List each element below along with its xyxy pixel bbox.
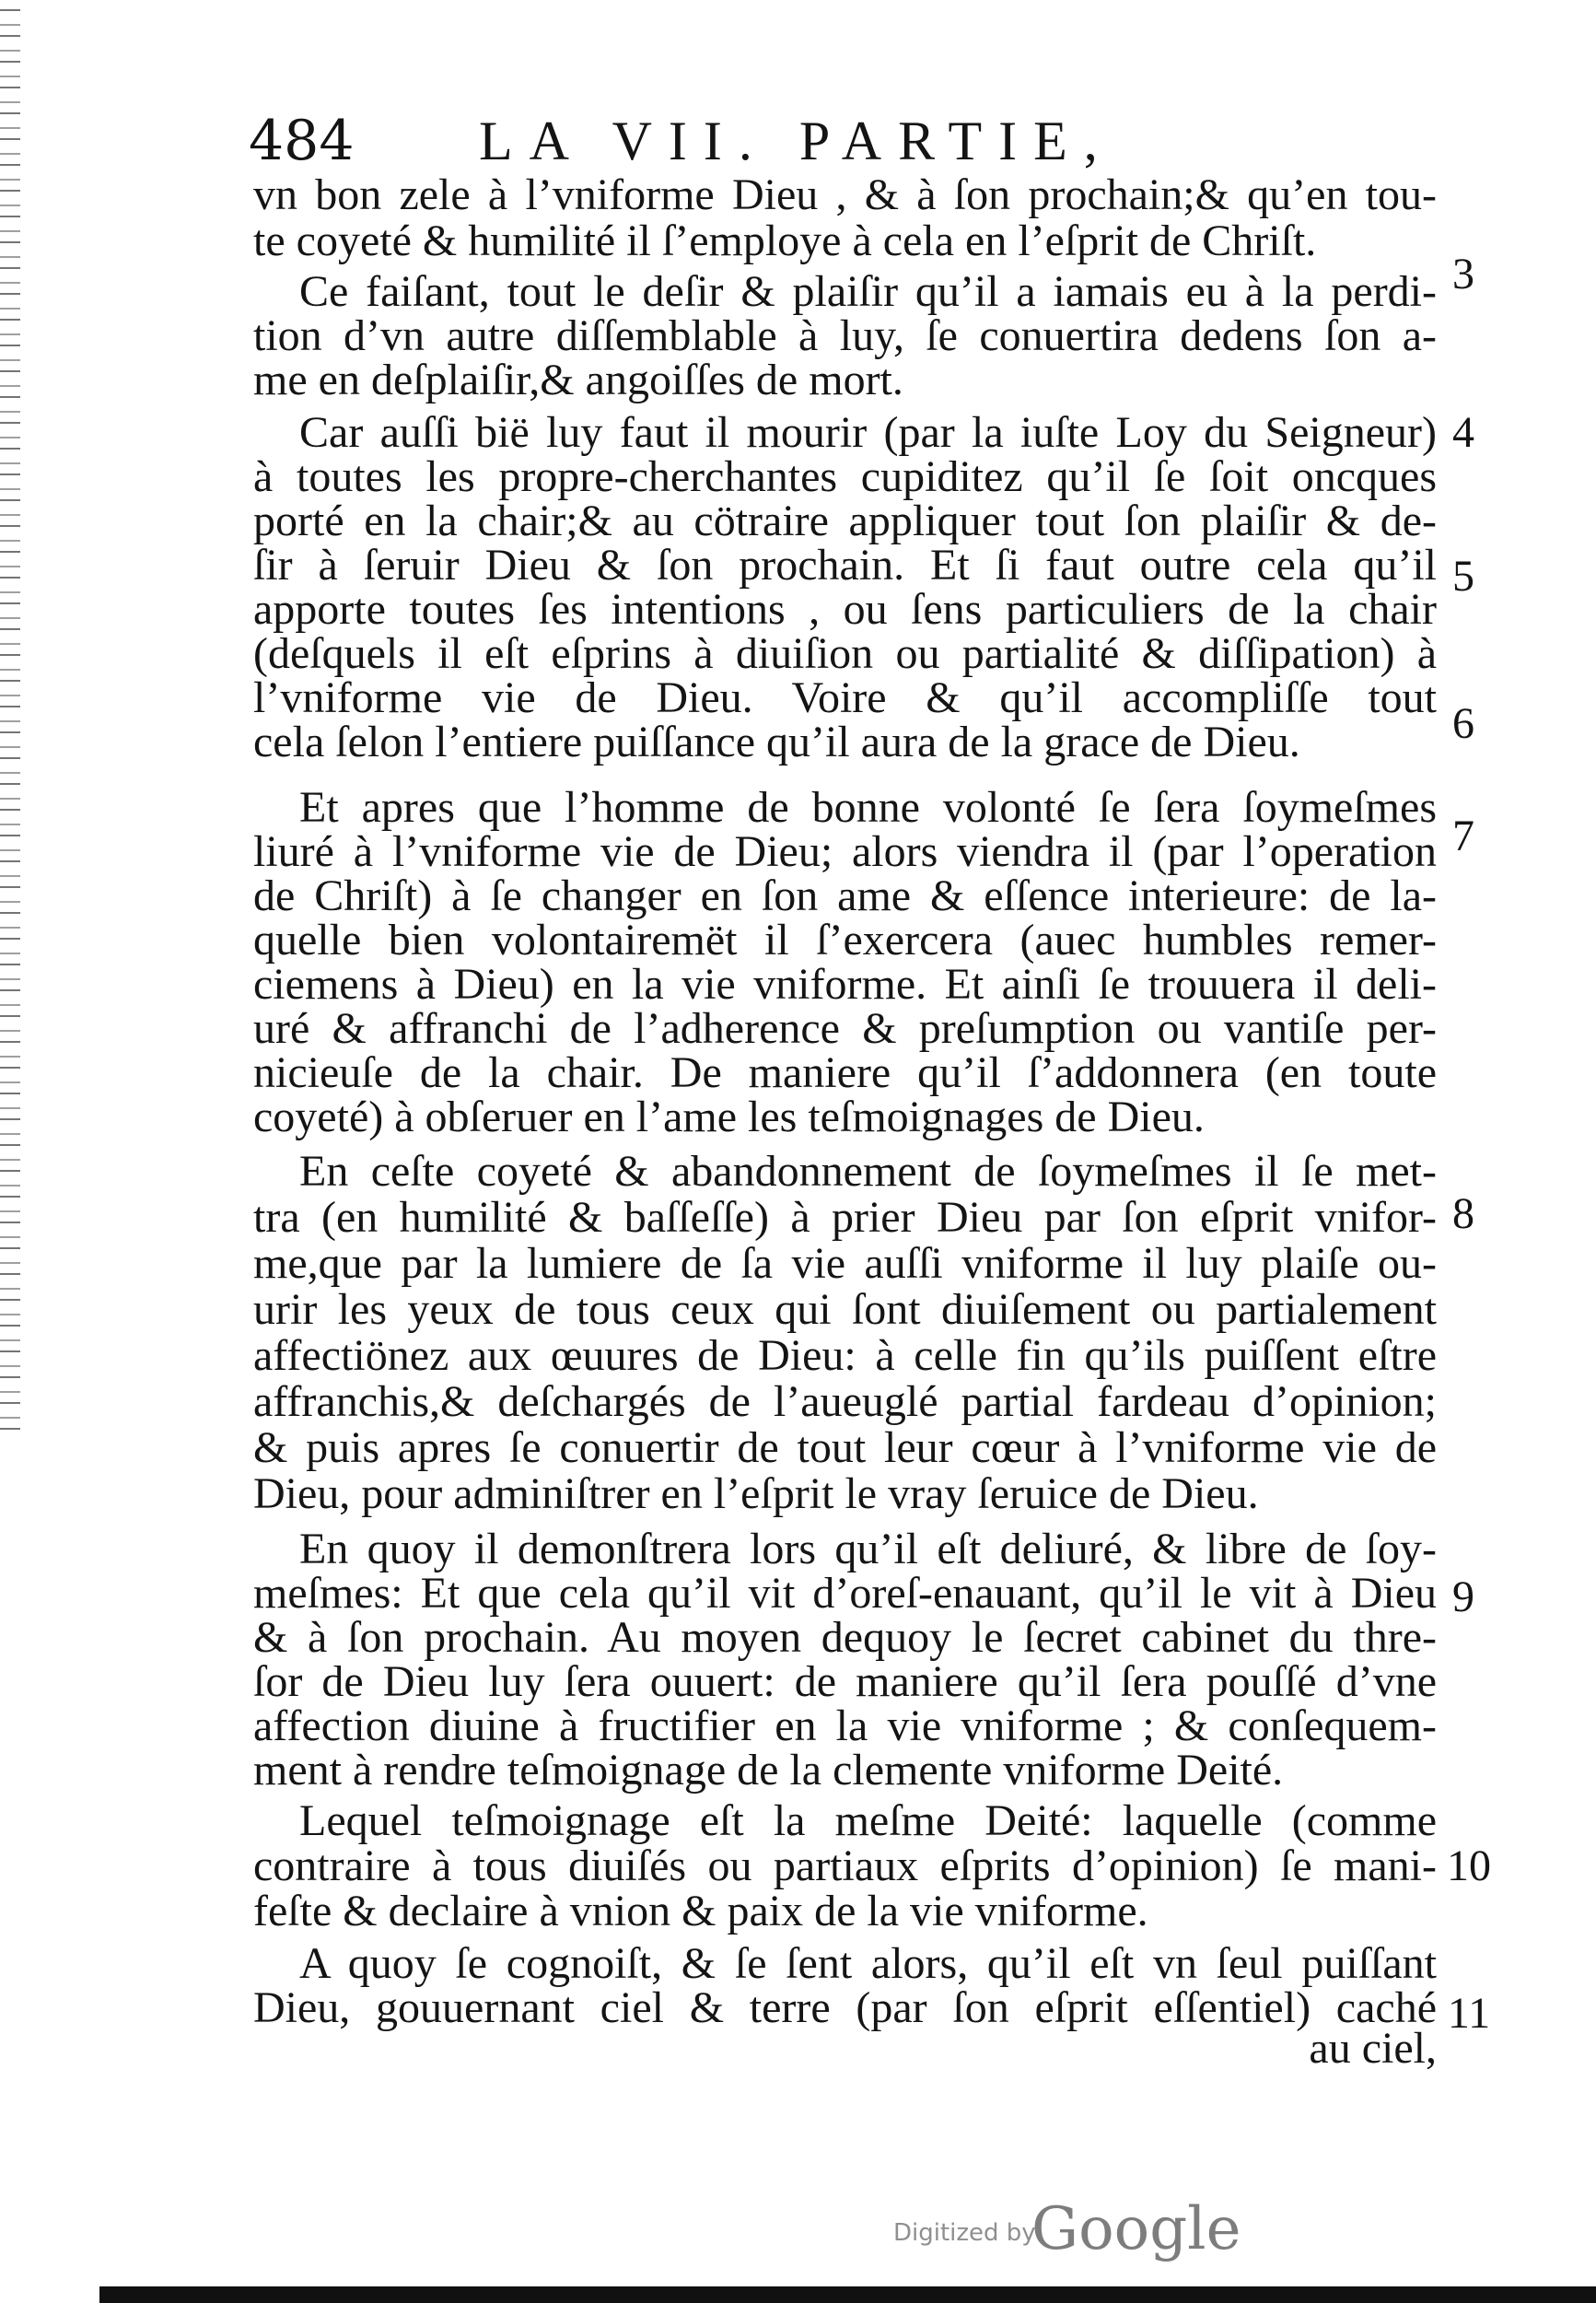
text-line: ciemens à Dieu) en la vie vniforme. Et ainſi ſe trouuera il deli-: [253, 960, 1437, 1009]
text-line: quelle bien volontairemët il ſ’exercera (auec humbles remer-: [253, 916, 1437, 964]
text-line: me,que par la lumiere de ſa vie auſſi vniforme il luy plaiſe ou-: [253, 1239, 1437, 1288]
text-line: Lequel teſmoignage eſt la meſme Deité: laquelle (comme: [299, 1796, 1437, 1845]
text-line: ſir à ſeruir Dieu & ſon prochain. Et ſi faut outre cela qu’il: [253, 541, 1437, 590]
body-text: [253, 170, 1437, 2073]
margin-verse-number: 10: [1447, 1841, 1491, 1890]
margin-verse-number: 9: [1452, 1572, 1474, 1621]
digitized-by-google-watermark: [893, 2192, 1280, 2266]
page-header: [249, 109, 1446, 173]
text-line: l’vniforme vie de Dieu. Voire & qu’il accompliſſe tout: [253, 673, 1437, 722]
text-line: feſte & declaire à vnion & paix de la vie vniforme.: [253, 1887, 1148, 1935]
text-line: uré & affranchi de l’adherence & preſumption ou vantiſe per-: [253, 1004, 1437, 1053]
margin-verse-number: 7: [1452, 812, 1474, 860]
text-line: à toutes les propre-cherchantes cupiditez qu’il ſe ſoit oncques: [253, 452, 1437, 501]
margin-verse-number: 5: [1452, 552, 1474, 601]
text-line: ment à rendre teſmoignage de la clemente vniforme Deité.: [253, 1746, 1284, 1794]
text-line: de Chriſt) à ſe changer en ſon ame & eſſence interieure: de la-: [253, 871, 1437, 920]
text-line: Car auſſi bië luy faut il mourir (par la iuſte Loy du Seigneur): [299, 408, 1437, 457]
text-line: Ce faiſant, tout le deſir & plaiſir qu’il a iamais eu à la perdi-: [299, 267, 1437, 316]
margin-verse-number: 3: [1452, 250, 1474, 298]
text-line: urir les yeux de tous ceux qui ſont diuiſement ou partialement: [253, 1285, 1437, 1334]
text-line: affranchis,& deſchargés de l’aueuglé partial fardeau d’opinion;: [253, 1377, 1437, 1426]
running-title: LA VII. PARTIE,: [479, 111, 1114, 171]
page-number: 484: [249, 109, 355, 173]
watermark-prefix: Digitized by: [893, 2219, 1036, 2247]
text-line: A quoy ſe cognoiſt, & ſe ſent alors, qu’il eſt vn ſeul puiſſant: [299, 1939, 1437, 1988]
text-line: Et apres que l’homme de bonne volonté ſe ſera ſoymeſmes: [299, 783, 1437, 832]
binding-edge: [0, 0, 20, 1437]
margin-verse-number: 8: [1452, 1189, 1474, 1238]
text-line: En ceſte coyeté & abandonnement de ſoymeſmes il ſe met-: [299, 1147, 1437, 1196]
text-line: & puis apres ſe conuertir de tout leur cœur à l’vniforme vie de: [253, 1423, 1437, 1472]
text-line: Dieu, pour adminiſtrer en l’eſprit le vray ſeruice de Dieu.: [253, 1469, 1259, 1518]
text-line: cela ſelon l’entiere puiſſance qu’il aura de la grace de Dieu.: [253, 718, 1300, 766]
margin-verse-number: 11: [1447, 1989, 1491, 2038]
text-line: coyeté) à obſeruer en l’ame les teſmoignages de Dieu.: [253, 1093, 1205, 1141]
catchword: au ciel,: [1309, 2024, 1437, 2073]
text-line: meſmes: Et que cela qu’il vit d’oreſ-enauant, qu’il le vit à Dieu: [253, 1569, 1437, 1618]
margin-verse-number: 6: [1452, 699, 1474, 748]
text-line: nicieuſe de la chair. De maniere qu’il ſ’addonnera (en toute: [253, 1048, 1437, 1097]
text-line: porté en la chair;& au cötraire appliquer tout ſon plaiſir & de-: [253, 497, 1437, 545]
google-logo: Google: [1031, 2195, 1241, 2263]
text-line: ſor de Dieu luy ſera ouuert: de maniere qu’il ſera pouſſé d’vne: [253, 1657, 1437, 1706]
text-line: te coyeté & humilité il ſ’employe à cela en l’eſprit de Chriſt.: [253, 216, 1317, 265]
margin-verse-number: 4: [1452, 408, 1474, 457]
text-line: liuré à l’vniforme vie de Dieu; alors viendra il (par l’operation: [253, 827, 1437, 876]
text-line: (deſquels il eſt eſprins à diuiſion ou partialité & diſſipation) à: [253, 629, 1437, 678]
text-line: vn bon zele à l’vniforme Dieu , & à ſon prochain;& qu’en tou-: [253, 170, 1437, 219]
scan-edge-bar: [99, 2286, 1596, 2303]
text-line: tra (en humilité & baſſeſſe) à prier Dieu par ſon eſprit vnifor-: [253, 1193, 1437, 1242]
text-line: affectiönez aux œuures de Dieu: à celle fin qu’ils puiſſent eſtre: [253, 1331, 1437, 1380]
text-line: me en deſplaiſir,& angoiſſes de mort.: [253, 356, 903, 404]
text-line: & à ſon prochain. Au moyen dequoy le ſecret cabinet du thre-: [253, 1613, 1437, 1662]
text-line: contraire à tous diuiſés ou partiaux eſprits d’opinion) ſe mani-: [253, 1841, 1437, 1890]
text-line: apporte toutes ſes intentions , ou ſens particuliers de la chair: [253, 585, 1437, 634]
text-line: tion d’vn autre diſſemblable à luy, ſe conuertira dedens ſon a-: [253, 311, 1437, 360]
text-line: Dieu, gouuernant ciel & terre (par ſon eſprit eſſentiel) caché: [253, 1983, 1437, 2032]
text-line: En quoy il demonſtrera lors qu’il eſt deliuré, & libre de ſoy-: [299, 1525, 1437, 1573]
text-line: affection diuine à fructifier en la vie vniforme ; & conſequem-: [253, 1701, 1437, 1750]
